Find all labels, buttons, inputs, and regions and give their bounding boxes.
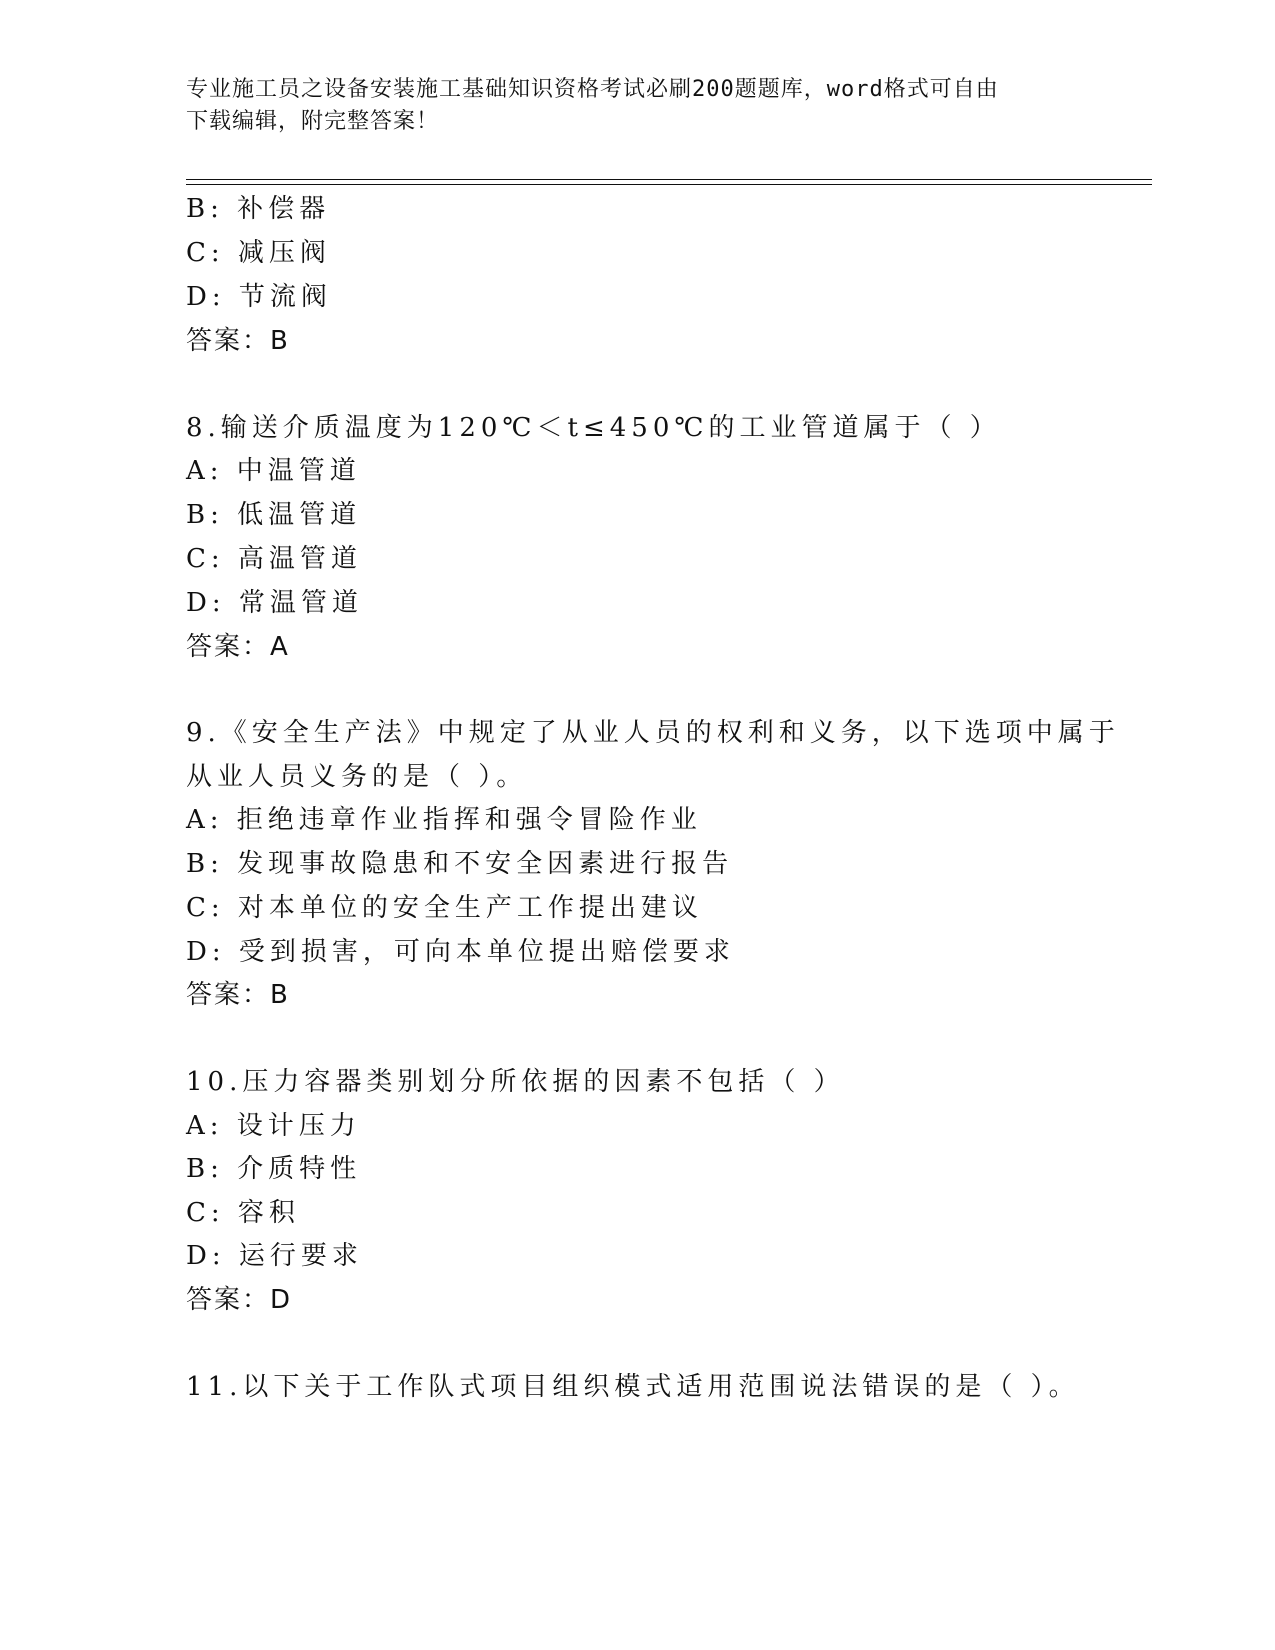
q7-option-d: D: 节流阀: [186, 282, 332, 312]
header-divider-top: [186, 179, 1152, 180]
q8-option-a: A: 中温管道: [186, 456, 361, 486]
q9-question-line-1: 9.《安全生产法》中规定了从业人员的权利和义务，以下选项中属于: [186, 718, 1120, 748]
q8-option-d: D: 常温管道: [186, 588, 363, 618]
q9-option-c: C: 对本单位的安全生产工作提出建议: [186, 893, 703, 923]
q10-question: 10.压力容器类别划分所依据的因素不包括（ ）: [186, 1067, 845, 1097]
q9-option-b: B: 发现事故隐患和不安全因素进行报告: [186, 849, 734, 879]
q8-question: 8.输送介质温度为120℃＜t≤450℃的工业管道属于（ ）: [186, 413, 1001, 443]
q9-answer: 答案：B: [186, 980, 290, 1010]
q8-answer: 答案：A: [186, 632, 290, 662]
q8-option-c: C: 高温管道: [186, 544, 362, 574]
q7-option-b: B: 补偿器: [186, 194, 331, 224]
q9-option-d: D: 受到损害，可向本单位提出赔偿要求: [186, 937, 735, 967]
header-line-2: 下载编辑，附完整答案！: [186, 109, 440, 134]
q9-option-a: A: 拒绝违章作业指挥和强令冒险作业: [186, 805, 702, 835]
document-header: [186, 74, 1086, 138]
header-line-1: 专业施工员之设备安装施工基础知识资格考试必刷200题题库，word格式可自由: [186, 77, 999, 102]
q7-option-c: C: 减压阀: [186, 238, 331, 268]
q10-answer: 答案：D: [186, 1285, 293, 1315]
q10-option-d: D: 运行要求: [186, 1241, 363, 1271]
header-divider-bottom: [186, 184, 1152, 185]
q9-question-line-2: 从业人员义务的是（ ）。: [186, 762, 528, 792]
q10-option-a: A: 设计压力: [186, 1111, 361, 1141]
q11-question: 11.以下关于工作队式项目组织模式适用范围说法错误的是（ ）。: [186, 1372, 1080, 1402]
q7-answer: 答案：B: [186, 326, 290, 356]
q8-option-b: B: 低温管道: [186, 500, 362, 530]
q10-option-c: C: 容积: [186, 1198, 300, 1228]
q10-option-b: B: 介质特性: [186, 1154, 362, 1184]
